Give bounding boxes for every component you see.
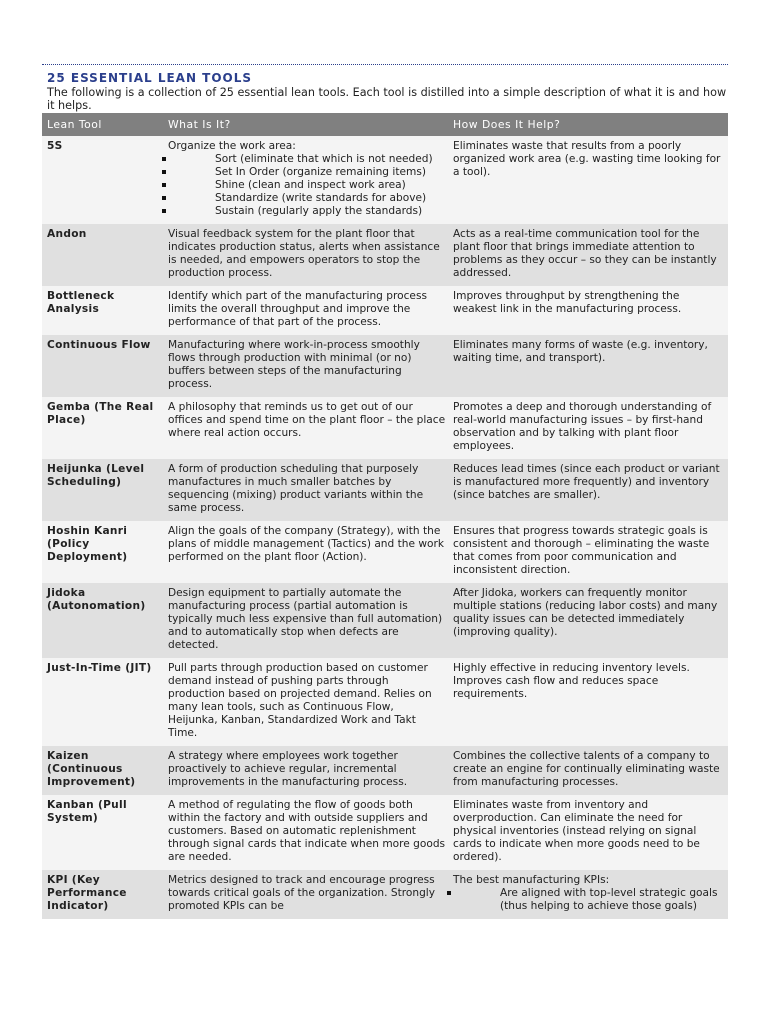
how-does-it-help-cell — [448, 795, 728, 870]
what-is-it-cell — [163, 335, 448, 397]
what-is-it-text: A philosophy that reminds us to get out of our offices and spend time on the plant floor – the place where real action occurs. — [168, 401, 446, 439]
what-is-it-text: A form of production scheduling that purposely manufactures in much smaller batches by sequencing (mixing) product variants within the same process. — [168, 463, 424, 514]
what-is-it-cell — [163, 870, 448, 919]
how-does-it-help-text: Eliminates waste that results from a poorly organized work area (e.g. wasting time looking for a tool). — [453, 140, 721, 178]
what-is-it-cell — [163, 658, 448, 746]
bullet-item: Shine (clean and inspect work area) — [168, 179, 446, 192]
lean-tool-name: Hoshin Kanri (Policy Deployment) — [42, 521, 163, 583]
top-divider — [42, 64, 728, 65]
lean-tool-name: KPI (Key Performance Indicator) — [42, 870, 163, 919]
what-is-it-cell — [163, 521, 448, 583]
what-is-it-text: Design equipment to partially automate the manufacturing process (partial automation is typically much less expensive than full automation) and to automatically stop when defects are detected. — [168, 587, 443, 651]
what-is-it-text: Visual feedback system for the plant floor that indicates production status, alerts when assistance is needed, and empowers operators to stop the production process. — [168, 228, 440, 279]
lean-tool-name: 5S — [42, 136, 163, 224]
lean-tool-name: Andon — [42, 224, 163, 286]
how-does-it-help-text: Ensures that progress towards strategic goals is consistent and thorough – eliminating the waste that comes from poor communication and inconsistent direction. — [453, 525, 710, 576]
what-is-it-text: Organize the work area: — [168, 140, 296, 152]
table-row — [42, 795, 728, 870]
how-does-it-help-cell — [448, 136, 728, 224]
lean-tool-name: Kanban (Pull System) — [42, 795, 163, 870]
what-is-it-text: Align the goals of the company (Strategy), with the plans of middle management (Tactics) and the work performed on the plant floor (Action). — [168, 525, 445, 563]
what-is-it-text: Manufacturing where work-in-process smoothly flows through production with minimal (or no) buffers between steps of the manufacturing process. — [168, 339, 420, 390]
how-does-it-help-text: Improves throughput by strengthening the weakest link in the manufacturing process. — [453, 290, 682, 315]
lean-tool-name: Continuous Flow — [42, 335, 163, 397]
what-is-it-text: Metrics designed to track and encourage progress towards critical goals of the organization. Strongly promoted KPIs can be — [168, 874, 436, 912]
how-does-it-help-text: Eliminates many forms of waste (e.g. inventory, waiting time, and transport). — [453, 339, 708, 364]
how-does-it-help-cell — [448, 397, 728, 459]
how-does-it-help-text: Reduces lead times (since each product or variant is manufactured more frequently) and inventory (since batches are smaller). — [453, 463, 720, 501]
what-is-it-cell — [163, 795, 448, 870]
bullet-list — [453, 887, 726, 913]
lean-tool-name: Gemba (The Real Place) — [42, 397, 163, 459]
how-does-it-help-text: Highly effective in reducing inventory levels. Improves cash flow and reduces space requirements. — [453, 662, 690, 700]
table-row — [42, 459, 728, 521]
how-does-it-help-cell — [448, 335, 728, 397]
how-does-it-help-text: Combines the collective talents of a company to create an engine for continually eliminating waste from manufacturing processes. — [453, 750, 720, 788]
table-row — [42, 335, 728, 397]
table-row — [42, 870, 728, 919]
table-header-row — [42, 113, 728, 136]
how-does-it-help-cell — [448, 583, 728, 658]
header-what-is-it: What Is It? — [163, 113, 448, 136]
lean-tool-name: Heijunka (Level Scheduling) — [42, 459, 163, 521]
how-does-it-help-cell — [448, 286, 728, 335]
how-does-it-help-cell — [448, 870, 728, 919]
how-does-it-help-cell — [448, 459, 728, 521]
lean-tool-name: Bottleneck Analysis — [42, 286, 163, 335]
what-is-it-text: Pull parts through production based on customer demand instead of pushing parts through production based on projected demand. Relies on many lean tools, such as Continuous Flow, Heijunka, Kanban, Standardized Work and Takt Time. — [168, 662, 432, 739]
how-does-it-help-text: Eliminates waste from inventory and overproduction. Can eliminate the need for physical inventories (instead relying on signal cards to indicate when more goods need to be ordered). — [453, 799, 700, 863]
table-row — [42, 521, 728, 583]
table-row — [42, 397, 728, 459]
bullet-list — [168, 153, 446, 218]
how-does-it-help-cell — [448, 224, 728, 286]
how-does-it-help-cell — [448, 746, 728, 795]
table-row — [42, 286, 728, 335]
what-is-it-cell — [163, 286, 448, 335]
intro-paragraph: The following is a collection of 25 essential lean tools. Each tool is distilled into a simple description of what it is and how it helps. — [47, 86, 727, 112]
bullet-item: Sort (eliminate that which is not needed) — [168, 153, 446, 166]
what-is-it-cell — [163, 397, 448, 459]
lean-tool-name: Just-In-Time (JIT) — [42, 658, 163, 746]
table-row — [42, 583, 728, 658]
lean-tool-name: Jidoka (Autonomation) — [42, 583, 163, 658]
lean-tool-name: Kaizen (Continuous Improvement) — [42, 746, 163, 795]
header-lean-tool: Lean Tool — [42, 113, 163, 136]
lean-tools-table — [42, 113, 728, 919]
what-is-it-cell — [163, 583, 448, 658]
document-page — [42, 64, 728, 919]
how-does-it-help-cell — [448, 521, 728, 583]
bullet-item: Standardize (write standards for above) — [168, 192, 446, 205]
bullet-item: Are aligned with top-level strategic goals (thus helping to achieve those goals) — [453, 887, 726, 913]
table-row — [42, 224, 728, 286]
document-title: 25 ESSENTIAL LEAN TOOLS — [47, 71, 253, 85]
table-row — [42, 658, 728, 746]
bullet-item: Set In Order (organize remaining items) — [168, 166, 446, 179]
header-how-does-it-help: How Does It Help? — [448, 113, 728, 136]
what-is-it-cell — [163, 136, 448, 224]
how-does-it-help-text: Acts as a real-time communication tool for the plant floor that brings immediate attention to problems as they occur – so they can be instantly addressed. — [453, 228, 717, 279]
how-does-it-help-text: The best manufacturing KPIs: — [453, 874, 610, 886]
what-is-it-text: A method of regulating the flow of goods both within the factory and with outside suppliers and customers. Based on automatic replenishment through signal cards that indicate when more goods are needed. — [168, 799, 446, 863]
how-does-it-help-text: After Jidoka, workers can frequently monitor multiple stations (reducing labor costs) and many quality issues can be detected immediately (improving quality). — [453, 587, 718, 638]
how-does-it-help-cell — [448, 658, 728, 746]
what-is-it-cell — [163, 459, 448, 521]
how-does-it-help-text: Promotes a deep and thorough understanding of real-world manufacturing issues – by first-hand observation and by talking with plant floor employees. — [453, 401, 712, 452]
bullet-item: Sustain (regularly apply the standards) — [168, 205, 446, 218]
table-row — [42, 746, 728, 795]
what-is-it-cell — [163, 746, 448, 795]
what-is-it-text: A strategy where employees work together proactively to achieve regular, incremental improvements in the manufacturing process. — [168, 750, 408, 788]
table-row — [42, 136, 728, 224]
what-is-it-text: Identify which part of the manufacturing process limits the overall throughput and improve the performance of that part of the process. — [168, 290, 427, 328]
what-is-it-cell — [163, 224, 448, 286]
